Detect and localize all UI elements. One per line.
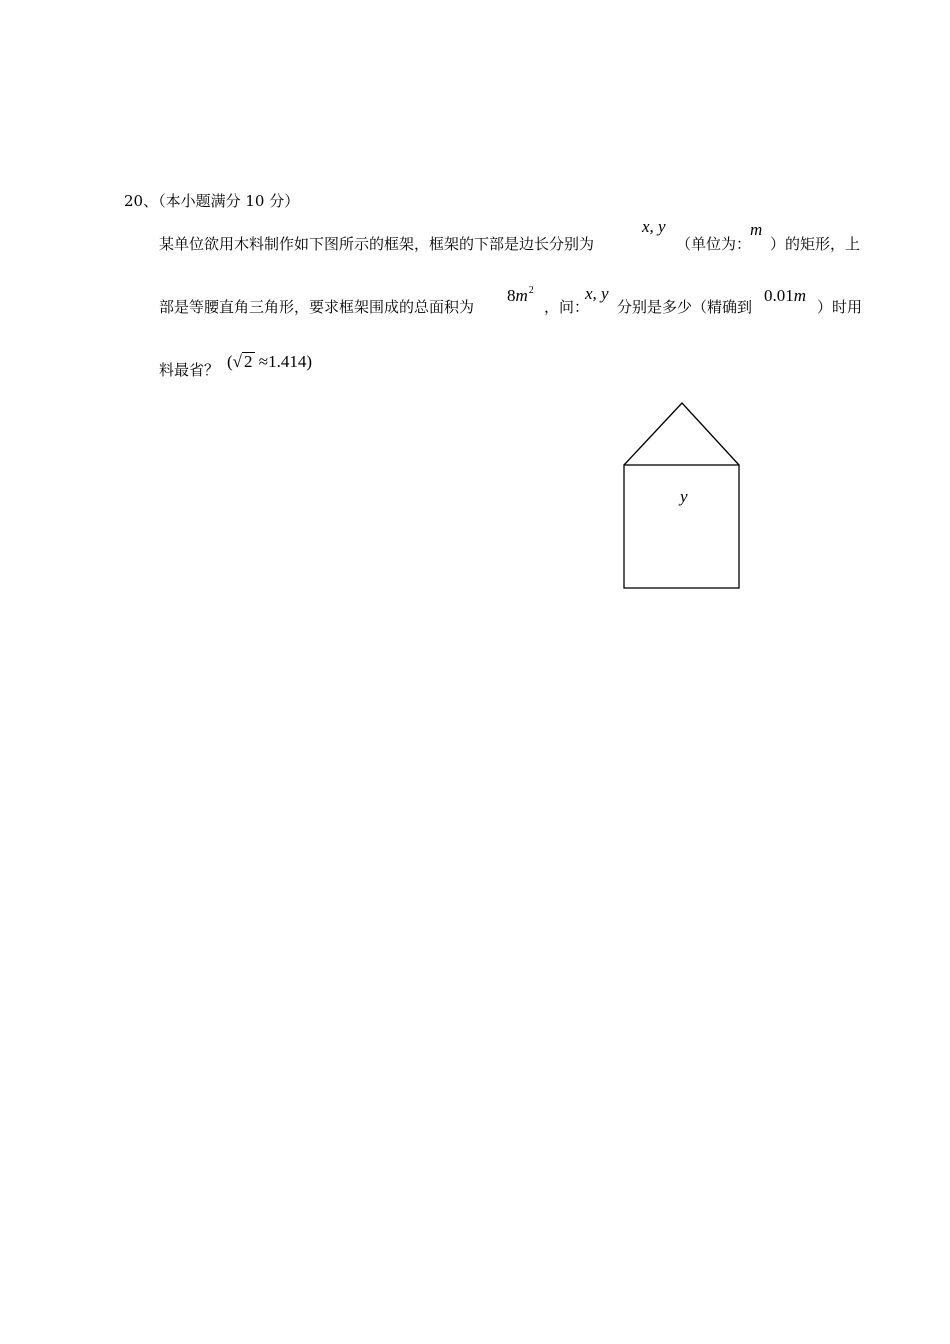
problem-line-2-mid: 分别是多少（精确到 [617, 298, 753, 316]
math-unit-m: m [750, 220, 763, 239]
figure-label-y: y [680, 487, 688, 506]
triangle-roof [624, 403, 739, 465]
precision-number: 0.01 [764, 286, 794, 305]
question-score: （本小题满分 10 分） [158, 192, 300, 210]
area-unit: m [515, 286, 528, 305]
problem-line-2-end: ）时用 [817, 298, 863, 316]
problem-line-1-text: 某单位欲用木料制作如下图所示的框架，框架的下部是边长分别为 [159, 235, 595, 253]
math-x-y-2: x, y [585, 284, 609, 303]
question-number: 20、 [124, 192, 159, 210]
sqrt-sign: √ [232, 352, 243, 371]
area-exponent: 2 [528, 285, 534, 296]
problem-line-1-end: ）的矩形，上 [770, 235, 861, 253]
precision-unit: m [793, 286, 807, 305]
rectangle-base [624, 465, 739, 588]
problem-line-2-text: 部是等腰直角三角形，要求框架围成的总面积为 [159, 298, 475, 316]
unit-prefix: （单位为： [676, 235, 752, 253]
sqrt-argument: 2 [244, 352, 253, 371]
problem-line-3-text: 料最省？ [159, 361, 220, 379]
area-number: 8 [507, 286, 516, 305]
approx-value: ≈1.414) [258, 352, 313, 371]
math-x-y: x, y [642, 217, 666, 236]
open-paren: ( [227, 352, 233, 371]
question-ask: ，问： [544, 298, 590, 316]
